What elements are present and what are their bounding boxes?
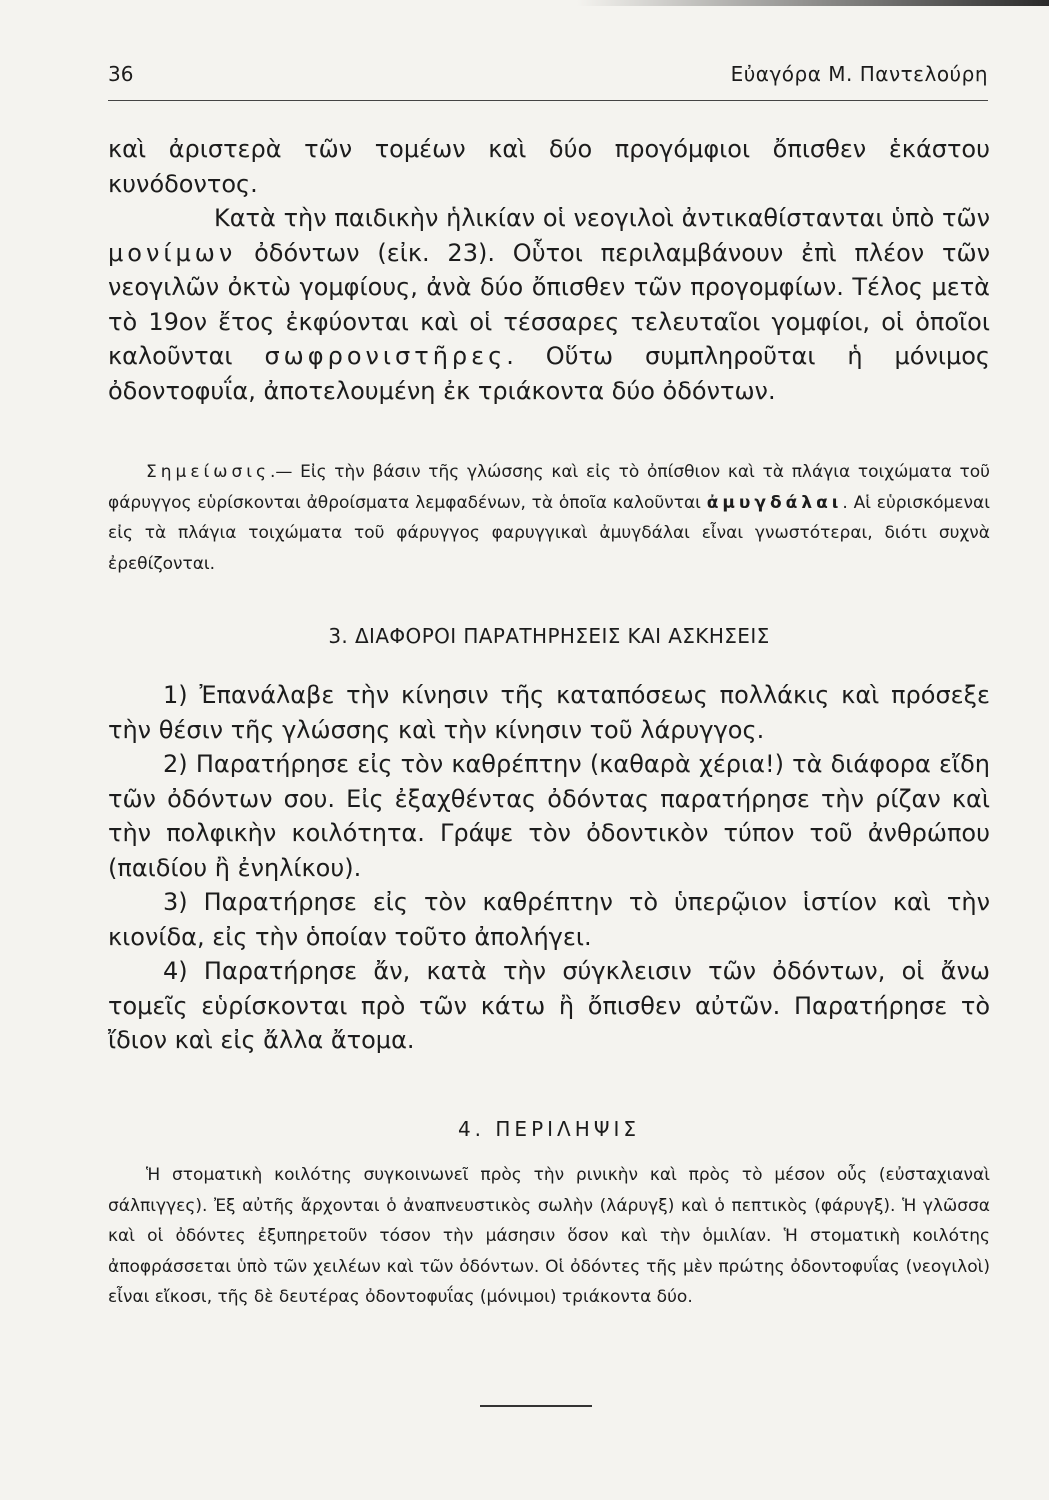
term-permanent: μονίμων (108, 238, 237, 267)
term-tonsils: ἀμυγδάλαι (706, 492, 843, 513)
text-run: . Αἱ εὑρισκόμεναι εἰς τὰ πλάγια τοιχώματα τοῦ φάρυγγος φαρυγγικαὶ ἀμυγδάλαι εἶναι γνωστότεραι, διότι συχνὰ ἐρεθίζονται. (108, 492, 990, 574)
text-run: .— Εἰς τὴν βάσιν τῆς γλώσσης καὶ εἰς τὸ ὀπίσθιον καὶ τὰ πλάγια τοιχώματα τοῦ φάρυγγος εὑρίσκονται ἀθροίσματα λεμφαδένων, τὰ ὁποῖα καλοῦνται (108, 462, 990, 513)
term-wisdom-teeth: σωφρονιστῆρες (264, 342, 507, 370)
note-paragraph (108, 457, 990, 579)
summary-paragraph: Ἡ στοματικὴ κοιλότης συγκοινωνεῖ πρὸς τὴν ρινικὴν καὶ πρὸς τὸ μέσον οὖς (εὐσταχιαναὶ σάλπιγγες). Ἐξ αὐτῆς ἄρχονται ὁ ἀναπνευστικὸς σωλὴν (λάρυγξ) καὶ ὁ πεπτικὸς (φάρυγξ). Ἡ γλῶσσα καὶ οἱ ὀδόντες ἐξυπηρετοῦν τόσον τὴν μάσησιν ὅσον καὶ τὴν ὁμιλίαν. Ἡ στοματικὴ κοιλότης ἀποφράσσεται ὑπὸ τῶν χειλέων καὶ τῶν ὀδόντων. Οἱ ὀδόντες τῆς μὲν πρώτης ὀδοντοφυΐας (νεογιλοὶ) εἶναι εἴκοσι, τῆς δὲ δευτέρας ὀδοντοφυΐας (μόνιμοι) τριάκοντα δύο. (108, 1165, 990, 1307)
page-number: 36 (108, 62, 134, 86)
exercise-item: 4) Παρατήρησε ἄν, κατὰ τὴν σύγκλεισιν τῶν ὀδόντων, οἱ ἄνω τομεῖς εὑρίσκονται πρὸ τῶν κάτω ἢ ὄπισθεν αὐτῶν. Παρατήρησε τὸ ἴδιον καὶ εἰς ἄλλα ἄτομα. (108, 957, 990, 1054)
exercises-list (108, 678, 990, 1058)
intro-section (108, 132, 990, 408)
exercise-item: 2) Παρατήρησε εἰς τὸν καθρέπτην (καθαρὰ χέρια!) τὰ διάφορα εἴδη τῶν ὀδόντων σου. Εἰς ἐξαχθέντας ὀδόντας παρατήρησε τὴν ρίζαν καὶ τὴν πολφικὴν κοιλότητα. Γράψε τὸν ὀδοντικὸν τύπον τοῦ ἀνθρώπου (παιδίου ἢ ἐνηλίκου). (108, 750, 990, 882)
text-run: . Οὕτω συμπληροῦται ἡ μόνιμος ὀδοντοφυΐα, ἀποτελουμένη ἐκ τριάκοντα δύο ὀδόντων. (108, 342, 991, 405)
note-text (108, 457, 990, 579)
exercise-item: 1) Ἐπανάλαβε τὴν κίνησιν τῆς καταπόσεως πολλάκις καὶ πρόσεξε τὴν θέσιν τῆς γλώσσης καὶ τὴν κίνησιν τοῦ λάρυγγος. (108, 681, 990, 744)
page-header (108, 62, 988, 96)
section-4-heading: 4. ΠΕΡΙΛΗΨΙΣ (457, 1117, 641, 1141)
exercise-item: 3) Παρατήρησε εἰς τὸν καθρέπτην τὸ ὑπερῷιον ἱστίον καὶ τὴν κιονίδα, εἰς τὴν ὁποίαν τοῦτο ἀπολήγει. (108, 888, 990, 951)
continuation-paragraph: καὶ ἀριστερὰ τῶν τομέων καὶ δύο προγόμφιοι ὄπισθεν ἑκάστου κυνόδοντος. (108, 135, 990, 198)
summary-section (108, 1160, 990, 1313)
note-label: Σημείωσις (146, 462, 271, 482)
end-rule (480, 1405, 592, 1407)
running-title: Εὐαγόρα Μ. Παντελούρη (730, 62, 988, 86)
section-3-heading: 3. ΔΙΑΦΟΡΟΙ ΠΑΡΑΤΗΡΗΣΕΙΣ ΚΑΙ ΑΣΚΗΣΕΙΣ (328, 624, 770, 648)
header-rule (108, 100, 988, 101)
text-run: Κατὰ τὴν παιδικὴν ἡλικίαν οἱ νεογιλοὶ ἀντικαθίστανται ὑπὸ τῶν (214, 204, 990, 232)
permanent-teeth-paragraph (108, 201, 990, 408)
scan-edge-shadow (0, 0, 1049, 6)
text-run: ὀδόντων (εἰκ. 23). Οὗτοι περιλαμβάνουν ἐπὶ πλέον τῶν νεογιλῶν ὀκτὼ γομφίους, ἀνὰ δύο ὄπισθεν τῶν προγομφίων. Τέλος μετὰ τὸ 19ον ἔτος ἐκφύονται καὶ οἱ τέσσαρες τελευταῖοι γομφίοι, οἱ ὁποῖοι καλοῦνται (108, 238, 990, 370)
